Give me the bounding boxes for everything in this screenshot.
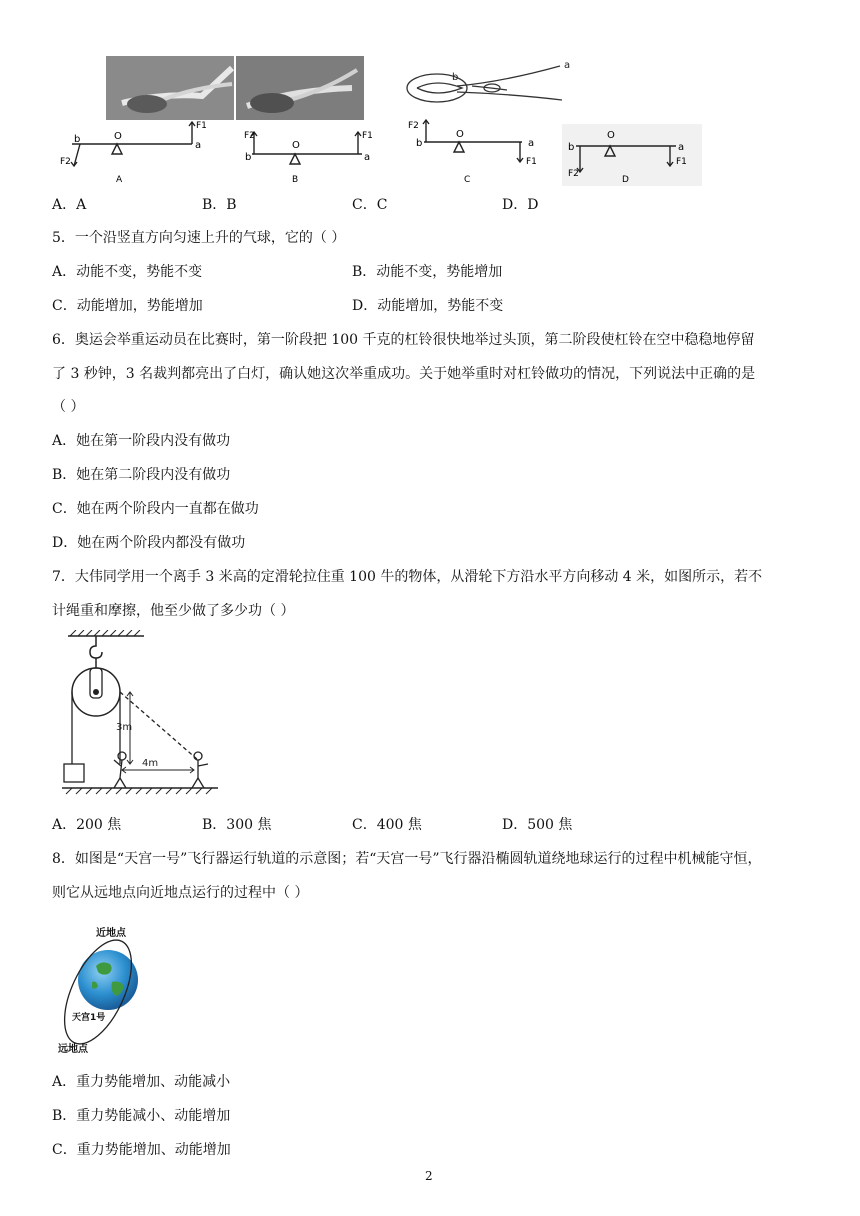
lever-c-icon bbox=[423, 120, 523, 162]
q6-stem-line1: 6．奥运会举重运动员在比赛时，第一阶段把 100 千克的杠铃很快地举过头顶，第二阶段使杠铃在空中稳稳地停留 bbox=[52, 332, 755, 348]
q5-option-a[interactable]: A．动能不变，势能不变 bbox=[52, 264, 203, 280]
lever-d-f1: F1 bbox=[676, 157, 687, 167]
lever-a-f1: F1 bbox=[196, 121, 207, 131]
q4-option-b[interactable]: B．B bbox=[202, 197, 237, 213]
pliers-drawing-icon bbox=[407, 66, 562, 102]
panel-b-caption: B bbox=[292, 175, 299, 185]
lever-d-f2: F2 bbox=[568, 169, 579, 179]
lever-b-b: b bbox=[245, 152, 252, 163]
q7-option-a[interactable]: A．200 焦 bbox=[52, 817, 122, 833]
lever-a-a: a bbox=[195, 140, 202, 151]
q8-stem-line2: 则它从远地点向近地点运行的过程中（ ） bbox=[52, 885, 309, 901]
lever-c-a: a bbox=[528, 138, 535, 149]
q7-option-b[interactable]: B．300 焦 bbox=[202, 817, 272, 833]
q6-option-b[interactable]: B．她在第二阶段内没有做功 bbox=[52, 467, 231, 483]
q6-stem-line3: （ ） bbox=[52, 399, 85, 415]
q6-stem-line2: 了 3 秒钟，3 名裁判都亮出了白灯，确认她这次举重成功。关于她举重时对杠铃做功的情况，下列说法中正确的是 bbox=[52, 366, 756, 382]
label-a-top: a bbox=[564, 60, 571, 71]
weight-block-icon bbox=[64, 764, 84, 782]
q4-lever-figure bbox=[52, 48, 702, 186]
lever-c-f2: F2 bbox=[408, 121, 419, 131]
q6-option-c[interactable]: C．她在两个阶段内一直都在做功 bbox=[52, 501, 259, 517]
q6-option-d[interactable]: D．她在两个阶段内都没有做功 bbox=[52, 535, 246, 551]
lever-a-f2: F2 bbox=[60, 157, 71, 167]
q5-option-b[interactable]: B．动能不变，势能增加 bbox=[352, 264, 503, 280]
q5-stem: 5．一个沿竖直方向匀速上升的气球，它的（ ） bbox=[52, 230, 346, 246]
label-top-point: 近地点 bbox=[96, 928, 126, 939]
lever-d-o: O bbox=[607, 130, 615, 141]
q7-stem-line2: 计绳重和摩擦，他至少做了多少功（ ） bbox=[52, 603, 295, 619]
q8-option-b[interactable]: B．重力势能减小、动能增加 bbox=[52, 1108, 231, 1124]
q4-option-c[interactable]: C．C bbox=[352, 197, 388, 213]
page-number: 2 bbox=[425, 1169, 433, 1183]
label-spacecraft: 天宫1号 bbox=[72, 1013, 106, 1023]
label-bottom-point: 远地点 bbox=[58, 1044, 88, 1055]
q7-option-c[interactable]: C．400 焦 bbox=[352, 817, 422, 833]
label-b-top: b bbox=[452, 72, 459, 83]
q4-option-a[interactable]: A．A bbox=[52, 197, 87, 213]
lever-b-a: a bbox=[364, 152, 371, 163]
lever-b-o: O bbox=[292, 140, 300, 151]
lever-d-b: b bbox=[568, 142, 575, 153]
q4-option-d[interactable]: D．D bbox=[502, 197, 539, 213]
panel-a-caption: A bbox=[116, 175, 123, 185]
q8-option-a[interactable]: A．重力势能增加、动能减小 bbox=[52, 1074, 231, 1090]
q7-pulley-figure bbox=[60, 630, 240, 802]
q5-option-d[interactable]: D．动能增加，势能不变 bbox=[352, 298, 504, 314]
q7-option-d[interactable]: D．500 焦 bbox=[502, 817, 573, 833]
q5-option-c[interactable]: C．动能增加，势能增加 bbox=[52, 298, 203, 314]
q6-option-a[interactable]: A．她在第一阶段内没有做功 bbox=[52, 433, 231, 449]
lever-c-f1: F1 bbox=[526, 157, 537, 167]
lever-c-b: b bbox=[416, 138, 423, 149]
lever-c-o: O bbox=[456, 129, 464, 140]
hook-icon bbox=[90, 636, 102, 658]
lever-d-a: a bbox=[678, 142, 685, 153]
panel-c-caption: C bbox=[464, 175, 471, 185]
lever-b-f1: F1 bbox=[362, 131, 373, 141]
lever-a-o: O bbox=[114, 131, 122, 142]
q8-stem-line1: 8．如图是“天宫一号”飞行器运行轨道的示意图；若“天宫一号”飞行器沿椭圆轨道绕地球运行的过程中机械能守恒， bbox=[52, 851, 762, 867]
panel-d-caption: D bbox=[622, 175, 629, 185]
height-label: 3m bbox=[116, 722, 133, 733]
lever-b-icon bbox=[251, 132, 362, 164]
q8-option-c[interactable]: C．重力势能增加、动能增加 bbox=[52, 1142, 231, 1158]
lever-b-f2: F2 bbox=[244, 131, 255, 141]
lever-a-icon bbox=[71, 122, 195, 166]
distance-label: 4m bbox=[142, 758, 159, 769]
q8-orbit-figure bbox=[52, 920, 162, 1056]
lever-a-b: b bbox=[74, 134, 81, 145]
q7-stem-line1: 7．大伟同学用一个离手 3 米高的定滑轮拉住重 100 牛的物体，从滑轮下方沿水平方向移动 4 米，如图所示，若不 bbox=[52, 569, 763, 585]
